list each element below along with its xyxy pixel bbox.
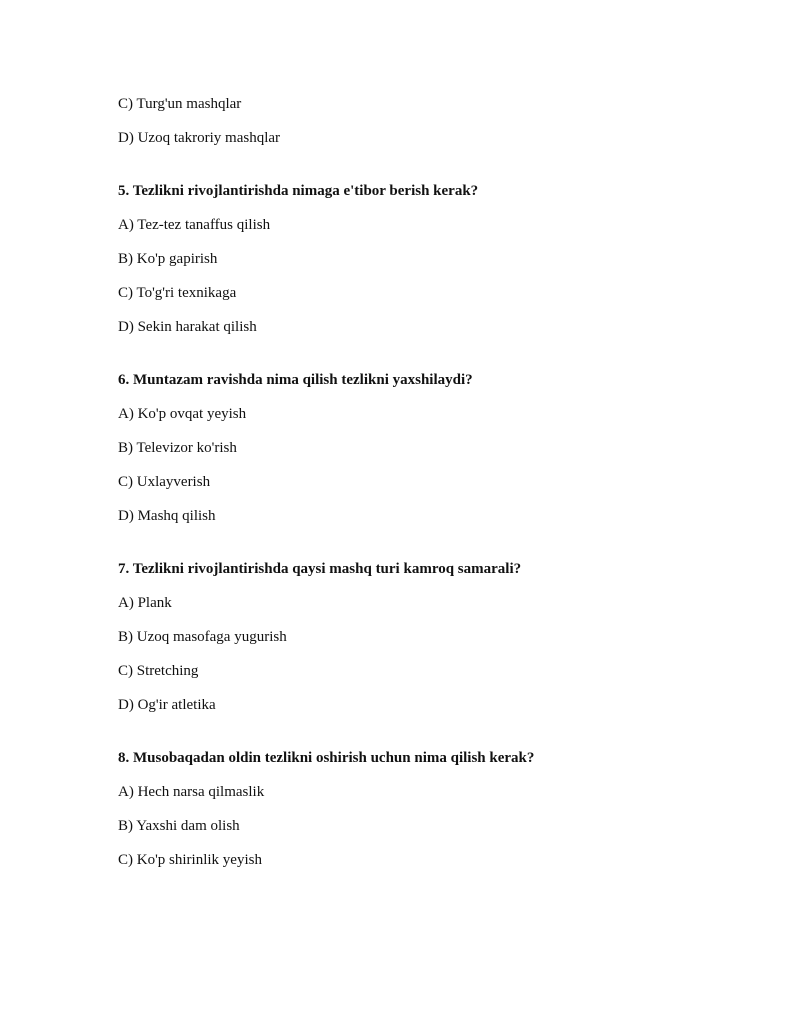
option-c: C) Ko'p shirinlik yeyish	[118, 852, 262, 868]
option-c: C) Stretching	[118, 663, 199, 679]
option-a: A) Hech narsa qilmaslik	[118, 784, 265, 800]
option-b: B) Televizor ko'rish	[118, 440, 237, 456]
question-8	[118, 748, 738, 870]
option-a: A) Plank	[118, 595, 172, 611]
question-text: 7. Tezlikni rivojlantirishda qaysi mashq turi kamroq samarali?	[118, 561, 522, 577]
option-c: C) Turg'un mashqlar	[118, 96, 242, 112]
question-7	[118, 559, 738, 715]
question-6	[118, 370, 738, 526]
carryover-options	[118, 94, 738, 148]
option-c: C) To'g'ri texnikaga	[118, 285, 237, 301]
option-d: D) Mashq qilish	[118, 508, 216, 524]
question-5	[118, 181, 738, 337]
option-a: A) Tez-tez tanaffus qilish	[118, 217, 271, 233]
option-a: A) Ko'p ovqat yeyish	[118, 406, 247, 422]
question-text: 5. Tezlikni rivojlantirishda nimaga e'tibor berish kerak?	[118, 183, 479, 199]
question-text: 8. Musobaqadan oldin tezlikni oshirish uchun nima qilish kerak?	[118, 750, 535, 766]
option-b: B) Yaxshi dam olish	[118, 818, 240, 834]
option-d: D) Uzoq takroriy mashqlar	[118, 130, 281, 146]
option-d: D) Sekin harakat qilish	[118, 319, 257, 335]
option-c: C) Uxlayverish	[118, 474, 211, 490]
document-page	[118, 94, 738, 884]
option-b: B) Ko'p gapirish	[118, 251, 218, 267]
option-b: B) Uzoq masofaga yugurish	[118, 629, 287, 645]
option-d: D) Og'ir atletika	[118, 697, 216, 713]
question-text: 6. Muntazam ravishda nima qilish tezlikni yaxshilaydi?	[118, 372, 473, 388]
